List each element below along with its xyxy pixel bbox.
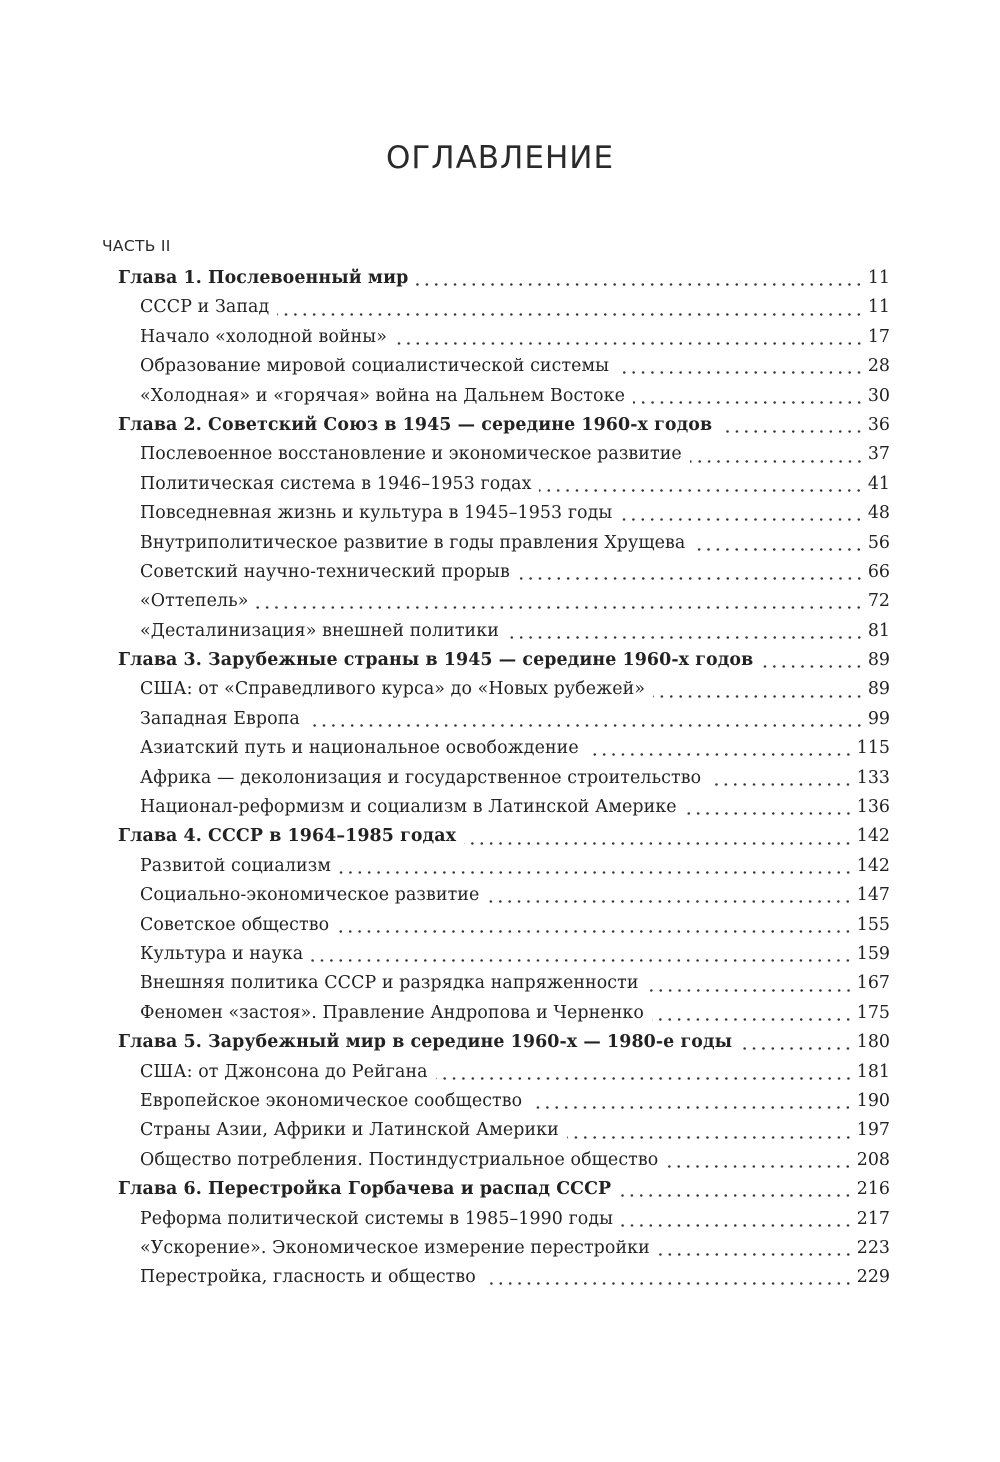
dot-leader <box>587 753 853 756</box>
dot-leader <box>621 1224 853 1227</box>
dot-leader <box>507 636 864 639</box>
toc-section-entry <box>0 1263 1000 1292</box>
toc-section-entry <box>0 793 1000 822</box>
dot-leader <box>256 606 863 609</box>
page-number: 142 <box>856 855 890 876</box>
dot-leader <box>620 518 863 521</box>
toc-chapter-entry <box>0 646 1000 675</box>
section-title: «Ускорение». Экономическое измерение перестройки <box>140 1237 650 1258</box>
dot-leader <box>761 665 864 668</box>
toc-section-entry <box>0 352 1000 381</box>
toc-section-entry <box>0 529 1000 558</box>
dot-leader <box>647 989 853 992</box>
toc-section-entry <box>0 999 1000 1028</box>
toc-chapter-entry <box>0 264 1000 293</box>
section-title: Западная Европа <box>140 708 300 729</box>
toc-section-entry <box>0 323 1000 352</box>
section-title: Развитой социализм <box>140 855 331 876</box>
section-title: США: от Джонсона до Рейгана <box>140 1061 428 1082</box>
page-number: 17 <box>867 326 890 347</box>
section-title: США: от «Справедливого курса» до «Новых рубежей» <box>140 679 646 700</box>
section-title: Культура и наука <box>140 943 304 964</box>
section-title: «Десталинизация» внешней политики <box>140 620 499 641</box>
page-number: 190 <box>856 1090 890 1111</box>
dot-leader <box>653 695 864 698</box>
toc-section-entry <box>0 382 1000 411</box>
page-number: 56 <box>867 532 890 553</box>
page-number: 180 <box>856 1032 890 1053</box>
dot-leader <box>308 724 864 727</box>
toc-section-entry <box>0 881 1000 910</box>
page-number: 159 <box>856 943 890 964</box>
page-number: 66 <box>867 561 890 582</box>
toc-section-entry <box>0 911 1000 940</box>
toc-section-entry <box>0 852 1000 881</box>
dot-leader <box>416 283 864 286</box>
page-number: 36 <box>867 414 890 435</box>
dot-leader <box>277 313 864 316</box>
toc-section-entry <box>0 470 1000 499</box>
page-number: 11 <box>867 297 890 318</box>
toc-section-entry <box>0 499 1000 528</box>
toc-section-entry <box>0 1058 1000 1087</box>
dot-leader <box>720 430 864 433</box>
dot-leader <box>518 577 864 580</box>
section-title: СССР и Запад <box>140 297 270 318</box>
part-label: ЧАСТЬ II <box>102 237 171 255</box>
toc-section-entry <box>0 675 1000 704</box>
dot-leader <box>337 930 853 933</box>
toc-section-entry <box>0 440 1000 469</box>
dot-leader <box>539 489 863 492</box>
toc-section-entry <box>0 1087 1000 1116</box>
table-of-contents <box>0 264 1000 1293</box>
dot-leader <box>658 1253 853 1256</box>
page-number: 175 <box>856 1002 890 1023</box>
toc-chapter-entry <box>0 1028 1000 1057</box>
chapter-title: Глава 6. Перестройка Горбачева и распад СССР <box>118 1179 612 1200</box>
dot-leader <box>709 783 853 786</box>
dot-leader <box>652 1018 853 1021</box>
section-title: Советский научно-технический прорыв <box>140 561 510 582</box>
toc-chapter-entry <box>0 1175 1000 1204</box>
toc-section-entry <box>0 969 1000 998</box>
dot-leader <box>740 1047 853 1050</box>
page-number: 99 <box>867 708 890 729</box>
section-title: Общество потребления. Постиндустриальное общество <box>140 1149 659 1170</box>
toc-section-entry <box>0 558 1000 587</box>
dot-leader <box>619 1194 853 1197</box>
section-title: Послевоенное восстановление и экономическое развитие <box>140 444 682 465</box>
dot-leader <box>484 1282 853 1285</box>
toc-section-entry <box>0 1116 1000 1145</box>
page-number: 217 <box>856 1208 890 1229</box>
dot-leader <box>339 871 853 874</box>
page-number: 37 <box>867 444 890 465</box>
section-title: Образование мировой социалистической системы <box>140 356 610 377</box>
dot-leader <box>311 959 853 962</box>
section-title: Страны Азии, Африки и Латинской Америки <box>140 1120 559 1141</box>
section-title: «Оттепель» <box>140 591 249 612</box>
page-number: 147 <box>856 885 890 906</box>
dot-leader <box>530 1106 853 1109</box>
toc-section-entry <box>0 940 1000 969</box>
section-title: Советское общество <box>140 914 330 935</box>
section-title: Начало «холодной войны» <box>140 326 387 347</box>
page-number: 48 <box>867 503 890 524</box>
section-title: Повседневная жизнь и культура в 1945–1953 годы <box>140 503 613 524</box>
page-number: 223 <box>856 1237 890 1258</box>
page-number: 72 <box>867 591 890 612</box>
toc-chapter-entry <box>0 822 1000 851</box>
dot-leader <box>685 812 853 815</box>
toc-section-entry <box>0 734 1000 763</box>
page-number: 81 <box>867 620 890 641</box>
section-title: Социально-экономическое развитие <box>140 885 480 906</box>
page-number: 41 <box>867 473 890 494</box>
section-title: Внутриполитическое развитие в годы правления Хрущева <box>140 532 686 553</box>
chapter-title: Глава 2. Советский Союз в 1945 — середине 1960-х годов <box>118 414 713 435</box>
page-number: 115 <box>856 738 890 759</box>
toc-chapter-entry <box>0 411 1000 440</box>
page-number: 167 <box>856 973 890 994</box>
section-title: Феномен «застоя». Правление Андропова и Черненко <box>140 1002 644 1023</box>
section-title: Внешняя политика СССР и разрядка напряженности <box>140 973 639 994</box>
page-number: 229 <box>856 1267 890 1288</box>
dot-leader <box>436 1077 853 1080</box>
page-number: 142 <box>856 826 890 847</box>
toc-section-entry <box>0 705 1000 734</box>
page-number: 208 <box>856 1149 890 1170</box>
dot-leader <box>567 1136 853 1139</box>
section-title: Национал-реформизм и социализм в Латинской Америке <box>140 797 677 818</box>
section-title: Африка — деколонизация и государственное строительство <box>140 767 702 788</box>
section-title: Перестройка, гласность и общество <box>140 1267 476 1288</box>
chapter-title: Глава 3. Зарубежные страны в 1945 — середине 1960-х годов <box>118 650 754 671</box>
page-number: 197 <box>856 1120 890 1141</box>
page-number: 155 <box>856 914 890 935</box>
page-number: 89 <box>867 650 890 671</box>
section-title: Азиатский путь и национальное освобождение <box>140 738 579 759</box>
toc-section-entry <box>0 587 1000 616</box>
chapter-title: Глава 4. СССР в 1964–1985 годах <box>118 826 457 847</box>
toc-section-entry <box>0 1146 1000 1175</box>
page-number: 133 <box>856 767 890 788</box>
section-title: Реформа политической системы в 1985–1990 годы <box>140 1208 614 1229</box>
page-number: 136 <box>856 797 890 818</box>
toc-section-entry <box>0 764 1000 793</box>
section-title: Европейское экономическое сообщество <box>140 1090 523 1111</box>
page-title: ОГЛАВЛЕНИЕ <box>385 140 615 176</box>
section-title: Политическая система в 1946–1953 годах <box>140 473 532 494</box>
page-number: 181 <box>856 1061 890 1082</box>
chapter-title: Глава 1. Послевоенный мир <box>118 268 409 288</box>
chapter-title: Глава 5. Зарубежный мир в середине 1960-х — 1980-е годы <box>118 1032 733 1053</box>
dot-leader <box>633 401 864 404</box>
dot-leader <box>693 548 863 551</box>
section-title: «Холодная» и «горячая» война на Дальнем Востоке <box>140 385 625 406</box>
dot-leader <box>395 342 864 345</box>
page-number: 89 <box>867 679 890 700</box>
dot-leader <box>617 371 864 374</box>
toc-section-entry <box>0 1205 1000 1234</box>
toc-section-entry <box>0 617 1000 646</box>
toc-section-entry <box>0 293 1000 322</box>
dot-leader <box>690 460 864 463</box>
dot-leader <box>487 900 852 903</box>
page-number: 216 <box>856 1179 890 1200</box>
page-number: 11 <box>867 268 890 288</box>
dot-leader <box>464 842 853 845</box>
page-number: 28 <box>867 356 890 377</box>
dot-leader <box>666 1165 852 1168</box>
page-number: 30 <box>867 385 890 406</box>
toc-section-entry <box>0 1234 1000 1263</box>
